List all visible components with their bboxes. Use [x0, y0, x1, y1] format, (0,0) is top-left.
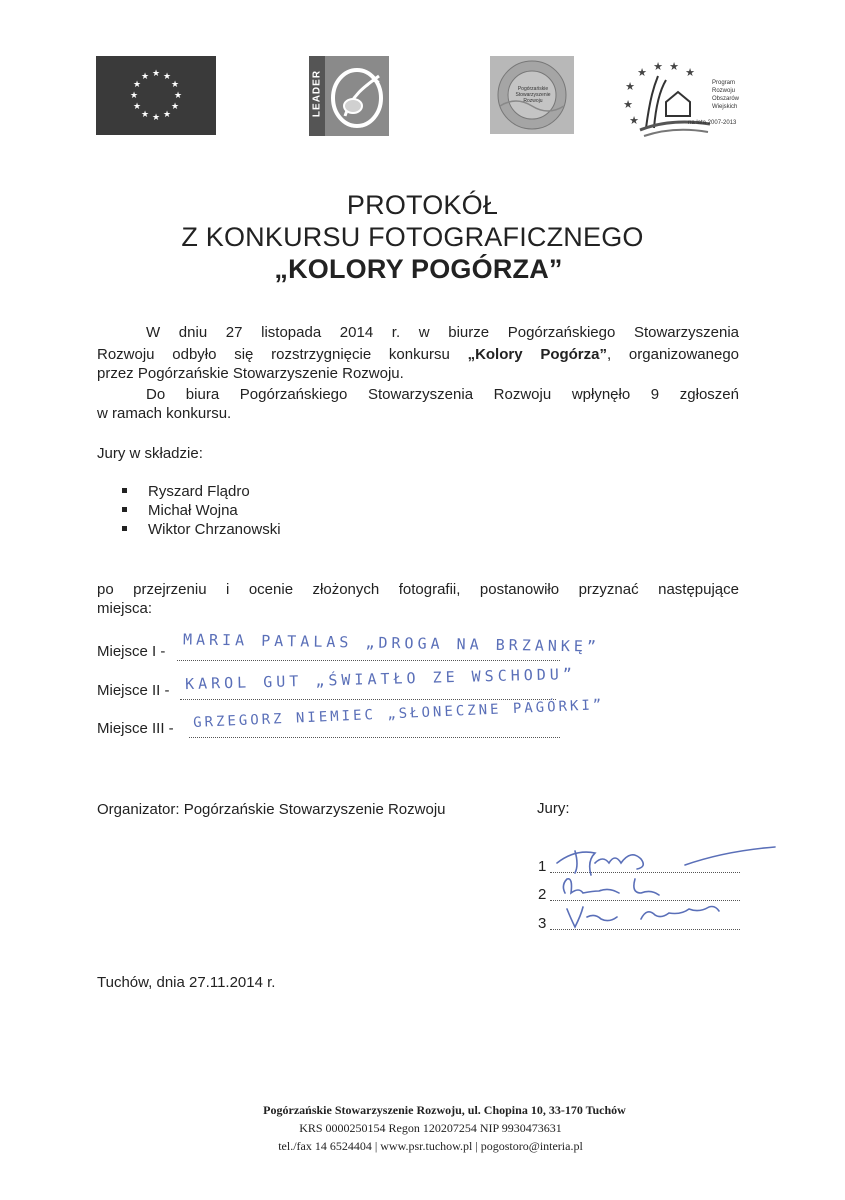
document-title: PROTOKÓŁ [346, 190, 499, 220]
svg-text:★: ★ [170, 102, 180, 112]
document-subtitle: Z KONKURSU FOTOGRAFICZNEGO [181, 222, 644, 252]
organizer-label: Organizator: Pogórzańskie Stowarzyszenie Rozwoju [97, 801, 446, 818]
svg-text:★: ★ [685, 66, 695, 79]
paragraph-line: w ramach konkursu. [97, 405, 232, 422]
jury-member: Wiktor Chrzanowski [122, 521, 281, 538]
prow-program-logo [620, 58, 750, 140]
svg-text:★: ★ [170, 80, 180, 90]
svg-text:★: ★ [162, 72, 172, 82]
signature-number: 3 [538, 915, 547, 932]
jury-heading: Jury w składzie: [97, 445, 203, 462]
place-3-handwritten-entry: GRZEGORZ NIEMIEC „SŁONECZNE PAGÓRKI” [192, 697, 605, 731]
svg-text:★: ★ [140, 72, 150, 82]
svg-text:★: ★ [132, 80, 142, 90]
paragraph-line: W dniu 27 listopada 2014 r. w biurze Pogórzańskiego Stowarzyszenia [146, 324, 739, 341]
paragraph-line: Rozwoju odbyło się rozstrzygnięcie konkursu „Kolory Pogórza”, organizowanego [97, 346, 740, 363]
association-logo [490, 56, 574, 134]
paragraph-line: przez Pogórzańskie Stowarzyszenie Rozwoju. [97, 365, 404, 382]
place-2-dotted-line [180, 699, 556, 700]
place-1-handwritten-entry: MARIA PATALAS „DROGA NA BRZANKĘ” [182, 630, 601, 656]
signature-number: 1 [538, 858, 547, 875]
prow-text-line: Obszarów [712, 96, 740, 102]
place-3-label: Miejsce III - [97, 720, 174, 737]
paragraph-line: miejsca: [97, 600, 153, 617]
prow-text-line: Program [712, 80, 736, 86]
eu-stars-icon [96, 56, 216, 135]
place-1-dotted-line [177, 660, 560, 661]
svg-text:★: ★ [162, 110, 172, 120]
svg-text:★: ★ [637, 66, 647, 79]
signature-number: 2 [538, 886, 547, 903]
svg-text:★: ★ [173, 91, 183, 101]
footer-address: Pogórzańskie Stowarzyszenie Rozwoju, ul. Chopina 10, 33-170 Tuchów [263, 1103, 626, 1117]
association-logo-text: Pogórzańskie Stowarzyszenie Rozwoju [515, 86, 551, 104]
svg-text:★: ★ [653, 60, 663, 73]
footer-contact: tel./fax 14 6524404 | www.psr.tuchow.pl | pogostoro@interia.pl [278, 1139, 583, 1153]
place-1-label: Miejsce I - [97, 643, 166, 660]
jury-member: Michał Wojna [122, 502, 238, 519]
place-3-dotted-line [189, 737, 560, 738]
prow-text-line: Wiejskich [712, 104, 738, 110]
svg-text:★: ★ [140, 110, 150, 120]
jury-label: Jury: [537, 800, 570, 817]
svg-text:★: ★ [629, 114, 639, 127]
contest-name: „KOLORY POGÓRZA” [274, 254, 563, 284]
svg-text:★: ★ [623, 98, 633, 111]
place-2-handwritten-entry: KAROL GUT „ŚWIATŁO ZE WSCHODU” [184, 664, 577, 694]
svg-text:★: ★ [625, 80, 635, 93]
contest-name-inline: „Kolory Pogórza” [467, 346, 607, 363]
svg-text:★: ★ [132, 102, 142, 112]
svg-text:★: ★ [129, 91, 139, 101]
prow-text-line: Rozwoju [712, 88, 736, 94]
prow-emblem-icon [620, 58, 710, 140]
date-and-place: Tuchów, dnia 27.11.2014 r. [97, 974, 276, 991]
bullet-icon [122, 526, 127, 531]
leader-text: LEADER [311, 69, 323, 118]
svg-text:★: ★ [669, 60, 679, 73]
bullet-icon [122, 488, 127, 493]
bullet-icon [122, 507, 127, 512]
footer-registration: KRS 0000250154 Regon 120207254 NIP 9930473631 [299, 1121, 562, 1135]
svg-text:★: ★ [151, 113, 161, 123]
eu-flag-logo [96, 56, 216, 135]
paragraph-line: po przejrzeniu i ocenie złożonych fotografii, postanowiło przyznać następujące [97, 581, 739, 598]
paragraph-line: Do biura Pogórzańskiego Stowarzyszenia Rozwoju wpłynęło 9 zgłoszeń [146, 386, 739, 403]
jury-member: Ryszard Flądro [122, 483, 250, 500]
place-2-label: Miejsce II - [97, 682, 170, 699]
leader-logo [309, 56, 389, 136]
svg-text:★: ★ [151, 69, 161, 79]
jury-signatures-image [545, 835, 785, 940]
prow-text-line: na lata 2007-2013 [688, 120, 737, 126]
